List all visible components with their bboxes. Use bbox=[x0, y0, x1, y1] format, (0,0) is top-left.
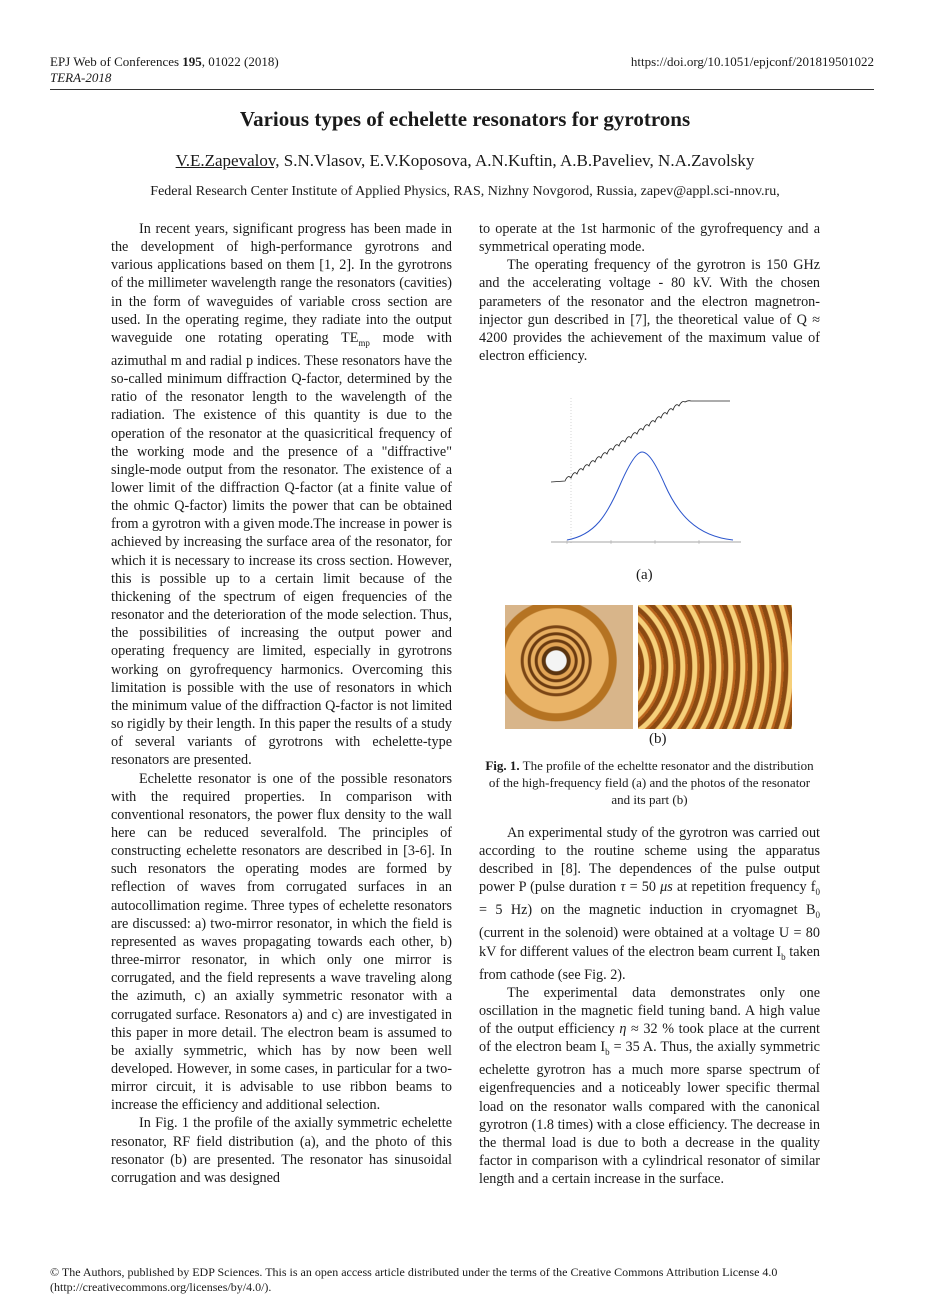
rf-field-distribution bbox=[567, 452, 733, 540]
paragraph: The operating frequency of the gyrotron is 150 GHz and the accelerating voltage - 80 kV. With the chosen parameters of the resonator and the electron magnetron-injector gun described in [7], the theoretical value of Q ≈ 4200 provides the achievement of the maximum value of electron efficiency. bbox=[479, 257, 820, 365]
header-divider bbox=[50, 89, 874, 90]
figure-number: Fig. 1. bbox=[485, 758, 520, 773]
journal-article-number: , 01022 (2018) bbox=[201, 54, 279, 69]
journal-volume: 195 bbox=[182, 54, 202, 69]
resonator-detail-photo bbox=[638, 605, 792, 729]
figure-caption bbox=[479, 757, 820, 808]
license-footer: © The Authors, published by EDP Sciences. This is an open access article distributed under the terms of the Creative Commons Attribution License 4.0 (http://creativecommons.org/licenses/by/4.0/). bbox=[50, 1265, 778, 1294]
paragraph: to operate at the 1st harmonic of the gyrofrequency and a symmetrical operating mode. bbox=[479, 221, 820, 256]
journal-reference bbox=[50, 54, 279, 70]
corrugated-wall-profile bbox=[551, 401, 730, 482]
presenting-author: V.E.Zapevalov, bbox=[175, 151, 280, 170]
author-list bbox=[0, 151, 930, 171]
resonator-photo bbox=[505, 605, 633, 729]
paragraph: An experimental study of the gyrotron was carried out according to the routine scheme using the apparatus described in [8]. The dependences of the pulse output power P (pulse duration τ = 50 μs at repetition frequency $f_0 = 5$ Hz) on the magnetic induction in cryomagnet $B_0$ (current in the solenoid) were obtained at a voltage U = 80 kV for different values of the electron beam current $I_b$ taken from cathode (see Fig. 2). bbox=[479, 825, 820, 983]
figure-label-b: (b) bbox=[649, 731, 667, 747]
doi-link[interactable]: https://doi.org/10.1051/epjconf/201819501022 bbox=[630, 54, 874, 69]
affiliation: Federal Research Center Institute of Applied Physics, RAS, Nizhny Novgorod, Russia, zapev@appl.sci-nnov.ru, bbox=[150, 184, 780, 199]
paragraph: The experimental data demonstrates only one oscillation in the magnetic field tuning band. A high value of the output efficiency η ≈ 32 % took place at the current of the electron beam $I_b = 35$ A. Thus, the axially symmetric echelette gyrotron has a much more sparse spectrum of eigenfrequencies and a noticeably lower specific thermal load on the resonator walls compared with the canonical gyrotron (1.8 times) with a close efficiency. The decrease in the thermal load is due to both a decrease in the quality factor in comparison with a cylindrical resonator of similar length and a certain increase in the surface. bbox=[479, 984, 820, 1188]
co-authors: S.N.Vlasov, E.V.Koposova, A.N.Kuftin, A.B.Paveliev, N.A.Zavolsky bbox=[279, 151, 755, 170]
right-column-bottom bbox=[479, 824, 820, 1188]
right-column-top bbox=[479, 220, 820, 365]
conference-name: TERA-2018 bbox=[50, 70, 112, 85]
resonator-profile-figure bbox=[545, 390, 745, 560]
left-column bbox=[111, 220, 452, 1187]
paragraph: In Fig. 1 the profile of the axially symmetric echelette resonator, RF field distribution (a), and the photo of this resonator (b) are presented. The resonator has sinusoidal corrugation and was designed bbox=[111, 1115, 452, 1186]
caption-text: The profile of the echeltte resonator and the distribution of the high-frequency field (a) and the photos of the resonator and its part (b) bbox=[488, 758, 814, 807]
figure-label-a: (a) bbox=[636, 567, 653, 583]
paper-title: Various types of echelette resonators for gyrotrons bbox=[239, 107, 691, 131]
paragraph: In recent years, significant progress has been made in the development of high-performance gyrotrons and various applications based on them [1, 2]. In the gyrotrons of the millimeter wavelength range the resonators (cavities) in the form of waveguides of variable cross section are used. In the operating regime, they radiate into the output waveguide one rotating operating $TE_{mp}$ mode with azimuthal m and radial p indices. These resonators have the so-called minimum diffraction Q-factor, determined by the ratio of the resonator length to the wavelength of the radiation. The existence of this quantity is due to the operation of the resonator at the quasicritical frequency of the working mode and the presence of a "diffractive" single-mode output from the resonator. The existence of a lower limit of the diffraction Q-factor (at a finite value of the ohmic Q-factor) limits the power that can be obtained from a gyrotron with a given mode.The increase in power is achieved by increasing the surface area of the resonator, for which it is necessary to increase its cross section. However, this is possible up to a certain limit because of the thickening of the spectrum of eigen frequencies of the resonator and the deterioration of the mode selection. Thus, the possibilities of increasing the output power and operating frequency are limited, especially in gyrotrons working on gyrofrequency harmonics. Overcoming this limitation is possible with the use of resonators in which the minimum value of the diffraction Q-factor is not limited so rigidly by their length. In this paper the results of a study of several variants of gyrotrons with echelette-type resonators are presented. bbox=[111, 221, 452, 769]
paragraph: Echelette resonator is one of the possible resonators with the required properties. In comparison with conventional resonators, the power flux density to the wall here can be reduced severalfold. The principles of constructing echelette resonators are described in [3-6]. In such resonators the operating modes are formed by reflection of waves from corrugated surfaces in an autocollimation regime. Three types of echelette resonators are discussed: a) two-mirror resonator, in which the field is represented as waves propagating towards each other, b) three-mirror resonator, in which only one mirror is corrugated, and the field represents a wave traveling along the azimuth, c) an axially symmetric resonator with a corrugated surface. Resonators a) and c) are investigated in this paper in more detail. The electron beam is assumed to be axially symmetric, which has by now been well developed. However, in some cases, in particular for a two-mirror circuit, it is advisable to use ribbon beams to increase the efficiency and additional selection. bbox=[111, 770, 452, 1114]
journal-name: EPJ Web of Conferences bbox=[50, 54, 183, 69]
